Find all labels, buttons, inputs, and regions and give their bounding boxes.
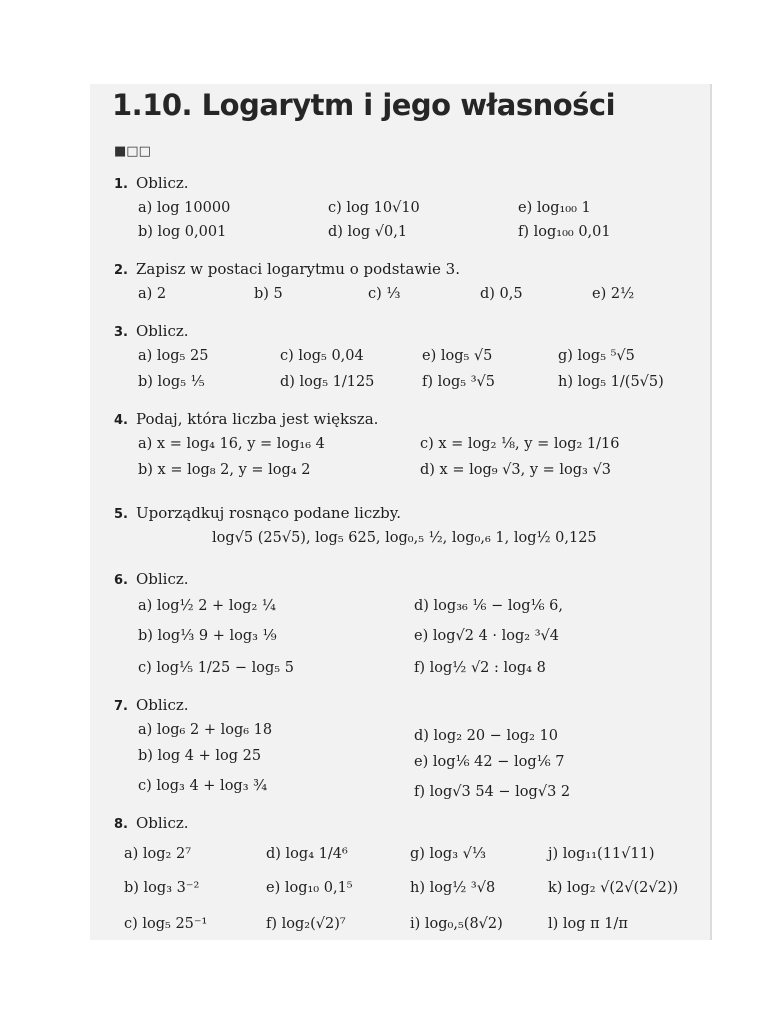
problem-8-item-j: j) log₁₁(11√11) [548, 846, 655, 862]
difficulty-level-icon: ■□□ [114, 144, 151, 159]
problem-8-item-l: l) log π 1/π [548, 916, 628, 932]
problem-1-item-e: e) log₁₀₀ 1 [518, 200, 591, 216]
problem-3-heading [114, 322, 189, 340]
problem-8-item-c: c) log₅ 25⁻¹ [124, 916, 208, 932]
problem-3-item-d: d) log₅ 1/125 [280, 374, 375, 390]
problem-2-item-c: c) ⅓ [368, 286, 401, 302]
problem-1-item-c: c) log 10√10 [328, 200, 420, 216]
problem-6-item-c: c) log⅕ 1/25 − log₅ 5 [138, 660, 294, 676]
problem-instruction: Oblicz. [135, 814, 189, 832]
problem-number: 6. [114, 573, 128, 588]
problem-5-heading [114, 504, 401, 522]
problem-3-item-b: b) log₅ ⅕ [138, 374, 205, 390]
problem-4-item-a: a) x = log₄ 16, y = log₁₆ 4 [138, 436, 325, 452]
problem-1-item-b: b) log 0,001 [138, 224, 227, 240]
problem-6-item-b: b) log⅓ 9 + log₃ ⅑ [138, 628, 277, 644]
problem-1-item-d: d) log √0,1 [328, 224, 408, 240]
problem-2-heading [114, 260, 460, 278]
problem-3-item-h: h) log₅ 1/(5√5) [558, 374, 664, 390]
problem-8-item-f: f) log₂(√2)⁷ [266, 916, 346, 932]
problem-number: 2. [114, 263, 128, 278]
problem-6-item-d: d) log₃₆ ⅙ − log⅙ 6, [414, 598, 564, 614]
problem-instruction: Zapisz w postaci logarytmu o podstawie 3. [135, 260, 460, 278]
problem-6-item-f: f) log½ √2 : log₄ 8 [414, 660, 546, 676]
problem-2-item-d: d) 0,5 [480, 286, 523, 302]
page-edge-shadow [710, 84, 712, 940]
problem-3-item-g: g) log₅ ⁵√5 [558, 348, 635, 364]
problem-4-item-d: d) x = log₉ √3, y = log₃ √3 [420, 462, 611, 478]
problem-6-heading [114, 570, 189, 588]
problem-8-item-i: i) log₀,₅(8√2) [410, 916, 503, 932]
problem-3-item-f: f) log₅ ³√5 [422, 374, 495, 390]
problem-7-item-a: a) log₆ 2 + log₆ 18 [138, 722, 273, 738]
problem-8-item-b: b) log₃ 3⁻² [124, 880, 200, 896]
problem-3-item-c: c) log₅ 0,04 [280, 348, 364, 364]
problem-7-heading [114, 696, 189, 714]
problem-1-heading [114, 174, 189, 192]
problem-instruction: Oblicz. [135, 174, 189, 192]
problem-number: 3. [114, 325, 128, 340]
problem-1-item-f: f) log₁₀₀ 0,01 [518, 224, 611, 240]
problem-instruction: Uporządkuj rosnąco podane liczby. [135, 504, 401, 522]
problem-2-item-a: a) 2 [138, 286, 167, 302]
problem-number: 4. [114, 413, 128, 428]
problem-5-numbers: log√5 (25√5), log₅ 625, log₀,₅ ½, log₀,₆ 1, log½ 0,125 [212, 530, 597, 546]
problem-8-item-a: a) log₂ 2⁷ [124, 846, 192, 862]
problem-6-item-a: a) log½ 2 + log₂ ¼ [138, 598, 276, 614]
problem-7-item-d: d) log₂ 20 − log₂ 10 [414, 728, 558, 744]
problem-8-item-d: d) log₄ 1/4⁶ [266, 846, 348, 862]
problem-3-item-a: a) log₅ 25 [138, 348, 209, 364]
problem-number: 5. [114, 507, 128, 522]
problem-number: 1. [114, 177, 128, 192]
problem-6-item-e: e) log√2 4 · log₂ ³√4 [414, 628, 559, 644]
problem-2-item-b: b) 5 [254, 286, 283, 302]
problem-4-item-c: c) x = log₂ ⅛, y = log₂ 1/16 [420, 436, 620, 452]
problem-number: 8. [114, 817, 128, 832]
problem-7-item-b: b) log 4 + log 25 [138, 748, 262, 764]
textbook-page [90, 84, 710, 940]
problem-instruction: Oblicz. [135, 322, 189, 340]
problem-7-item-c: c) log₃ 4 + log₃ ¾ [138, 778, 268, 794]
problem-4-heading [114, 410, 378, 428]
problem-2-item-e: e) 2½ [592, 286, 635, 302]
problem-7-item-f: f) log√3 54 − log√3 2 [414, 784, 571, 800]
problem-8-item-k: k) log₂ √(2√(2√2)) [548, 880, 679, 896]
problem-8-item-e: e) log₁₀ 0,1⁵ [266, 880, 353, 896]
problem-8-item-h: h) log½ ³√8 [410, 880, 496, 896]
problem-8-heading [114, 814, 189, 832]
problem-instruction: Oblicz. [135, 570, 189, 588]
problem-number: 7. [114, 699, 128, 714]
problem-instruction: Oblicz. [135, 696, 189, 714]
problem-8-item-g: g) log₃ √⅓ [410, 846, 486, 862]
problem-1-item-a: a) log 10000 [138, 200, 231, 216]
problem-7-item-e: e) log⅙ 42 − log⅙ 7 [414, 754, 565, 770]
problem-4-item-b: b) x = log₈ 2, y = log₄ 2 [138, 462, 311, 478]
section-title: 1.10. Logarytm i jego własności [112, 88, 616, 122]
problem-3-item-e: e) log₅ √5 [422, 348, 493, 364]
problem-instruction: Podaj, która liczba jest większa. [135, 410, 379, 428]
